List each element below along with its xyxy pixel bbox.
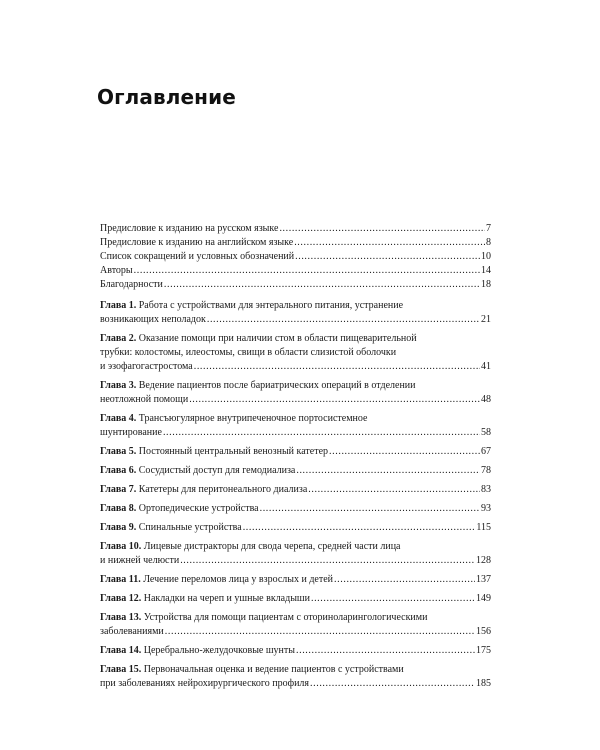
toc-entry-title: Список сокращений и условных обозначений [100, 251, 295, 262]
chapter-title-last-line: заболеваниями [100, 626, 164, 637]
chapter-title-line-1: Трансъюгулярное внутрипеченочное портосистемное [138, 413, 368, 424]
toc-entry-chapter-5[interactable] [100, 445, 491, 459]
toc-page-number: 175 [476, 645, 491, 656]
toc-entry-title: Авторы [100, 265, 133, 276]
dot-leader [207, 313, 480, 327]
toc-entry-chapter-15[interactable] [100, 663, 491, 691]
toc-page-number: 83 [481, 484, 491, 495]
toc-page-number: 149 [476, 593, 491, 604]
toc-entry-chapter-9[interactable] [100, 521, 491, 535]
toc-entry-chapter-10[interactable] [100, 540, 491, 568]
toc-entry-chapter-3[interactable] [100, 379, 491, 407]
toc-entry-chapter-2[interactable] [100, 332, 491, 374]
toc-entry-chapter-13[interactable] [100, 611, 491, 639]
toc-page-number: 137 [476, 574, 491, 585]
chapter-title: Лечение переломов лица у взрослых и детей [143, 574, 334, 585]
toc-page-number: 10 [481, 251, 491, 262]
toc-entry-chapter-7[interactable] [100, 483, 491, 497]
chapter-label: Глава 12. [100, 593, 142, 604]
dot-leader [310, 677, 475, 691]
toc-entry-chapter-1[interactable] [100, 299, 491, 327]
dot-leader [311, 592, 475, 606]
dot-leader [296, 464, 480, 478]
toc-page-number: 128 [476, 555, 491, 566]
toc-page-number: 48 [481, 394, 491, 405]
toc-entry-title: Предисловие к изданию на английском языке [100, 237, 294, 248]
chapter-label: Глава 3. [100, 380, 137, 391]
dot-leader [334, 573, 475, 587]
dot-leader [295, 250, 480, 264]
toc-entry-chapter-11[interactable] [100, 573, 491, 587]
toc-page-number: 41 [481, 361, 491, 372]
dot-leader [165, 625, 475, 639]
dot-leader [260, 502, 480, 516]
chapter-label: Глава 15. [100, 664, 142, 675]
chapter-title-line-1: Работа с устройствами для энтерального питания, устранение [138, 300, 404, 311]
chapter-label: Глава 1. [100, 300, 137, 311]
chapter-title-line-1: Первоначальная оценка и ведение пациентов с устройствами [143, 664, 404, 675]
chapter-label: Глава 14. [100, 645, 142, 656]
chapter-label: Глава 6. [100, 465, 137, 476]
toc-page-number: 18 [481, 279, 491, 290]
toc-entry-title: Благодарности [100, 279, 163, 290]
dot-leader [194, 360, 480, 374]
toc-entry-preface-english[interactable] [100, 236, 491, 250]
dot-leader [279, 222, 485, 236]
dot-leader [164, 278, 480, 292]
dot-leader [308, 483, 480, 497]
chapter-label: Глава 5. [100, 446, 137, 457]
chapter-title-last-line: неотложной помощи [100, 394, 189, 405]
toc-page-number: 14 [481, 265, 491, 276]
toc-entry-chapter-12[interactable] [100, 592, 491, 606]
toc-entry-title: Предисловие к изданию на русском языке [100, 223, 279, 234]
chapter-title: Постоянный центральный венозный катетер [138, 446, 329, 457]
chapter-title-line-1: Ведение пациентов после бариатрических операций в отделении [138, 380, 416, 391]
toc-page-number: 7 [486, 223, 491, 234]
chapter-title-line-1: Лицевые дистракторы для свода черепа, средней части лица [143, 541, 401, 552]
table-of-contents [100, 222, 491, 691]
chapter-title-line-1: Устройства для помощи пациентам с оториноларингологическими [143, 612, 428, 623]
chapter-title: Сосудистый доступ для гемодиализа [138, 465, 296, 476]
chapter-title: Накладки на череп и ушные вкладыши [143, 593, 310, 604]
toc-entry-abbreviations[interactable] [100, 250, 491, 264]
chapter-title: Спинальные устройства [138, 522, 242, 533]
dot-leader [163, 426, 480, 440]
dot-leader [134, 264, 480, 278]
dot-leader [243, 521, 476, 535]
dot-leader [294, 236, 485, 250]
dot-leader [189, 393, 480, 407]
chapter-title-line-1: Оказание помощи при наличии стом в области пищеварительной [138, 333, 417, 344]
toc-page-number: 156 [476, 626, 491, 637]
toc-entry-chapter-6[interactable] [100, 464, 491, 478]
chapter-label: Глава 8. [100, 503, 137, 514]
toc-page-number: 78 [481, 465, 491, 476]
chapter-title-line-2: трубки: колостомы, илеостомы, свищи в области слизистой оболочки [100, 347, 397, 358]
chapter-label: Глава 10. [100, 541, 142, 552]
chapter-title-last-line: при заболеваниях нейрохирургического профиля [100, 678, 310, 689]
toc-entry-acknowledgements[interactable] [100, 278, 491, 292]
chapter-title-last-line: возникающих неполадок [100, 314, 206, 325]
toc-page-number: 8 [486, 237, 491, 248]
toc-page-number: 115 [476, 522, 491, 533]
toc-page-number: 185 [476, 678, 491, 689]
chapter-title: Церебрально-желудочковые шунты [143, 645, 295, 656]
toc-page-number: 67 [481, 446, 491, 457]
toc-entry-chapter-8[interactable] [100, 502, 491, 516]
page-title: Оглавление [97, 85, 236, 109]
toc-page-number: 93 [481, 503, 491, 514]
chapter-label: Глава 9. [100, 522, 137, 533]
dot-leader [329, 445, 480, 459]
toc-page-number: 58 [481, 427, 491, 438]
toc-entry-authors[interactable] [100, 264, 491, 278]
chapter-title-last-line: и нижней челюсти [100, 555, 180, 566]
chapter-title-last-line: шунтирование [100, 427, 162, 438]
toc-entry-chapter-4[interactable] [100, 412, 491, 440]
toc-entry-chapter-14[interactable] [100, 644, 491, 658]
chapter-label: Глава 11. [100, 574, 141, 585]
chapter-label: Глава 13. [100, 612, 142, 623]
chapter-title: Катетеры для перитонеального диализа [138, 484, 308, 495]
chapter-title: Ортопедические устройства [138, 503, 259, 514]
toc-page-number: 21 [481, 314, 491, 325]
toc-entry-preface-russian[interactable] [100, 222, 491, 236]
chapter-label: Глава 7. [100, 484, 137, 495]
chapter-label: Глава 4. [100, 413, 137, 424]
dot-leader [296, 644, 475, 658]
dot-leader [180, 554, 475, 568]
chapter-label: Глава 2. [100, 333, 137, 344]
chapter-title-last-line: и эзофагогастростома [100, 361, 193, 372]
